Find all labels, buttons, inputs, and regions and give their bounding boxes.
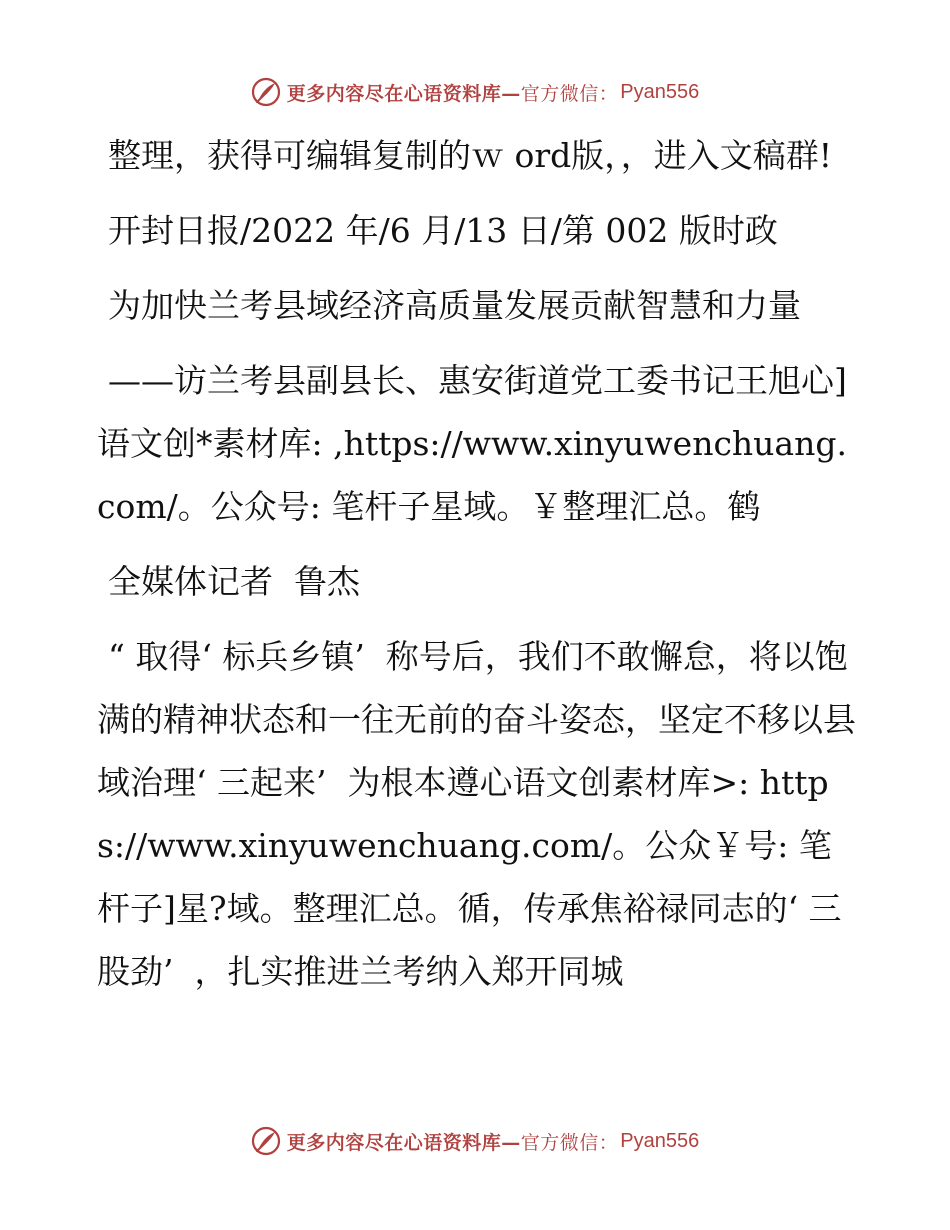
quill-pen-logo-icon: [251, 77, 281, 107]
watermark-wechat-id: Pyan556: [620, 80, 700, 103]
article-title: 为加快兰考县域经济高质量发展贡献智慧和力量: [108, 286, 801, 325]
watermark-header: [0, 72, 950, 112]
body-paragraph: “ 取得‘ 标兵乡镇’ 称号后，我们不敢懈怠，将以饱满的精神状态和一往无前的奋斗姿态，坚定不移以县域治理‘ 三起来’ 为根本遵心语文创素材库>: https://www.xinyuwenchuang.com/。公众￥号: 笔杆子]星?域。整理汇总。循，传承焦裕禄同志的‘ 三股劲’ ，扎实推进兰考纳入郑开同城: [97, 637, 856, 991]
watermark-wechat-label: 官方微信：: [520, 1131, 619, 1154]
watermark-brand-text: 更多内容尽在心语资料库—: [286, 1131, 521, 1154]
source-line: 开封日报/2022 年/6 月/13 日/第 002 版时政: [108, 211, 778, 250]
watermark-wechat-id: Pyan556: [620, 1129, 700, 1152]
watermark-footer: [0, 1121, 950, 1161]
article-subtitle: ——访兰考县副县长、惠安街道党工委书记王旭心]语文创*素材库: ,https://www.xinyuwenchuang.com/。公众号: 笔杆子星域。￥整理汇总。鹤: [97, 361, 847, 526]
document-body: [97, 124, 857, 1003]
watermark-brand-text: 更多内容尽在心语资料库—: [286, 82, 521, 105]
watermark-wechat-label: 官方微信：: [520, 82, 619, 105]
quill-pen-logo-icon: [251, 1126, 281, 1156]
reporter-line: 全媒体记者 鲁杰: [108, 562, 360, 601]
intro-paragraph: 整理，获得可编辑复制的ｗ ord版，，进入文稿群!: [108, 136, 833, 175]
